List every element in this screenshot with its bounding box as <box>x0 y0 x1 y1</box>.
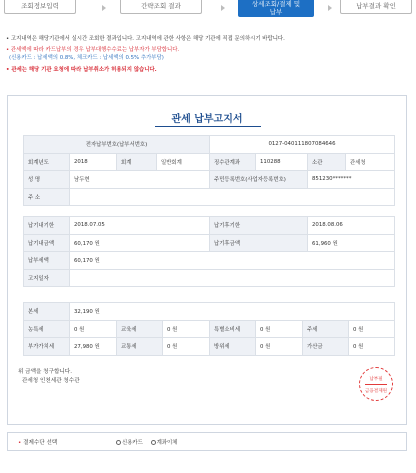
tax-breakdown-label: 농특세 <box>24 320 70 338</box>
table-row <box>24 234 395 252</box>
tax-breakdown-value: 0 원 <box>163 338 210 356</box>
payment-label-text: 결제수단 선택 <box>23 440 58 446</box>
late-due-label: 납기후기한 <box>210 217 308 235</box>
tax-breakdown-label: 가산금 <box>303 338 349 356</box>
claim-text: 위 금액을 청구합니다. <box>18 369 72 375</box>
title-underline <box>155 126 261 127</box>
step-detail-payment: 상세조회/결제 및 납부 <box>238 0 314 17</box>
table-row <box>24 136 395 154</box>
collecting-officer-label: 징수관계좌 <box>210 153 256 171</box>
step-brief-result: 간략조회 결과 <box>120 0 202 14</box>
payment-method-label <box>18 438 57 446</box>
notice-line-1: • 고지내역은 해당기관에서 실시간 조회한 결과입니다. 고지내역에 관한 사항은 해당 기관에 직접 문의하시기 바랍니다. <box>6 36 285 42</box>
tax-breakdown-value: 32,190 원 <box>70 303 395 321</box>
stamp-top-text: 납부필 <box>369 377 383 382</box>
notice-line-2: • 관세액에 따라 카드납부의 경우 납부대행수수료는 납부자가 부담합니다. <box>6 47 180 53</box>
electronic-no-value: 0127-040111807084646 <box>210 136 395 154</box>
late-amount-value: 61,960 원 <box>308 234 395 252</box>
radio-account-transfer-label[interactable]: 계좌이체 <box>156 440 178 446</box>
late-amount-label: 납기후금액 <box>210 234 308 252</box>
step-arrow-icon <box>328 5 332 11</box>
tax-amount-value: 60,170 원 <box>70 252 395 270</box>
stamp-divider <box>365 384 387 385</box>
due-amount-label: 납기내금액 <box>24 234 70 252</box>
payment-info-table <box>23 216 395 287</box>
tax-breakdown-label: 교통세 <box>117 338 163 356</box>
step-arrow-icon <box>102 5 106 11</box>
tax-breakdown-label: 방위세 <box>210 338 256 356</box>
payment-radio-group <box>116 438 183 446</box>
payment-method-row <box>7 432 407 451</box>
tax-breakdown-label: 부가가치세 <box>24 338 70 356</box>
required-mark: • <box>18 440 22 446</box>
tax-breakdown-value: 0 원 <box>256 320 303 338</box>
radio-account-transfer[interactable] <box>151 438 178 446</box>
table-row <box>24 153 395 171</box>
step-payment-result: 납부결과 확인 <box>340 0 412 14</box>
step-arrow-icon <box>221 5 225 11</box>
tax-breakdown-value: 0 원 <box>349 320 395 338</box>
account-value: 일반회계 <box>157 153 210 171</box>
fiscal-year-label: 회계년도 <box>24 153 70 171</box>
electronic-no-label: 전자납부번호(납부서번호) <box>24 136 210 154</box>
stamp-bottom-text: 금융결제원 <box>364 389 388 394</box>
due-date-value: 2018.07.05 <box>70 217 210 235</box>
table-row <box>24 338 395 356</box>
paid-stamp-icon <box>359 367 393 401</box>
table-row <box>24 303 395 321</box>
regno-value: 851230******* <box>308 171 395 189</box>
table-row <box>24 320 395 338</box>
tax-breakdown-value: 0 원 <box>349 338 395 356</box>
notice-info-table <box>23 135 395 206</box>
address-value <box>70 188 395 206</box>
due-amount-value: 60,170 원 <box>70 234 210 252</box>
tax-breakdown-value: 0 원 <box>70 320 117 338</box>
table-row <box>24 188 395 206</box>
account-label: 회계 <box>117 153 157 171</box>
tax-breakdown-value: 0 원 <box>256 338 303 356</box>
radio-circle-icon[interactable] <box>116 440 121 445</box>
tax-notice-card <box>7 95 407 425</box>
collecting-officer-value: 110288 <box>256 153 308 171</box>
name-value: 남두현 <box>70 171 210 189</box>
step-input-info: 조회정보입력 <box>4 0 76 14</box>
radio-circle-icon[interactable] <box>151 440 156 445</box>
regno-label: 주민등록번호(사업자등록번호) <box>210 171 308 189</box>
tax-amount-label: 납부세액 <box>24 252 70 270</box>
notice-line-4: • 관세는 해당 기관 요청에 따라 납부취소가 허용되지 않습니다. <box>6 67 157 73</box>
name-label: 성 명 <box>24 171 70 189</box>
table-row <box>24 171 395 189</box>
progress-steps <box>0 0 416 18</box>
radio-credit-card[interactable] <box>116 438 143 446</box>
tax-breakdown-label: 특별소비세 <box>210 320 256 338</box>
tax-breakdown-value: 0 원 <box>163 320 210 338</box>
notice-title: 관세 납부고지서 <box>171 114 243 125</box>
tax-breakdown-label: 본세 <box>24 303 70 321</box>
notice-line-3: (신용카드 : 납세액의 0.8%, 체크카드 : 납세액의 0.5% 추가부담) <box>9 55 164 61</box>
late-due-value: 2018.08.06 <box>308 217 395 235</box>
authority-value: 관세청 <box>346 153 395 171</box>
table-row <box>24 217 395 235</box>
radio-credit-card-label[interactable]: 신용카드 <box>122 440 143 446</box>
address-label: 주 소 <box>24 188 70 206</box>
issuer-text: 관세청 인천세관 청수관 <box>22 378 80 384</box>
table-row <box>24 269 395 287</box>
fiscal-year-value: 2018 <box>70 153 117 171</box>
tax-breakdown-label: 교육세 <box>117 320 163 338</box>
tax-breakdown-table <box>23 302 395 356</box>
tax-breakdown-value: 27,980 원 <box>70 338 117 356</box>
notice-content-label: 고지일자 <box>24 269 70 287</box>
due-date-label: 납기내기한 <box>24 217 70 235</box>
authority-label: 소관 <box>308 153 346 171</box>
notice-content-value <box>70 269 395 287</box>
tax-breakdown-label: 주세 <box>303 320 349 338</box>
table-row <box>24 252 395 270</box>
